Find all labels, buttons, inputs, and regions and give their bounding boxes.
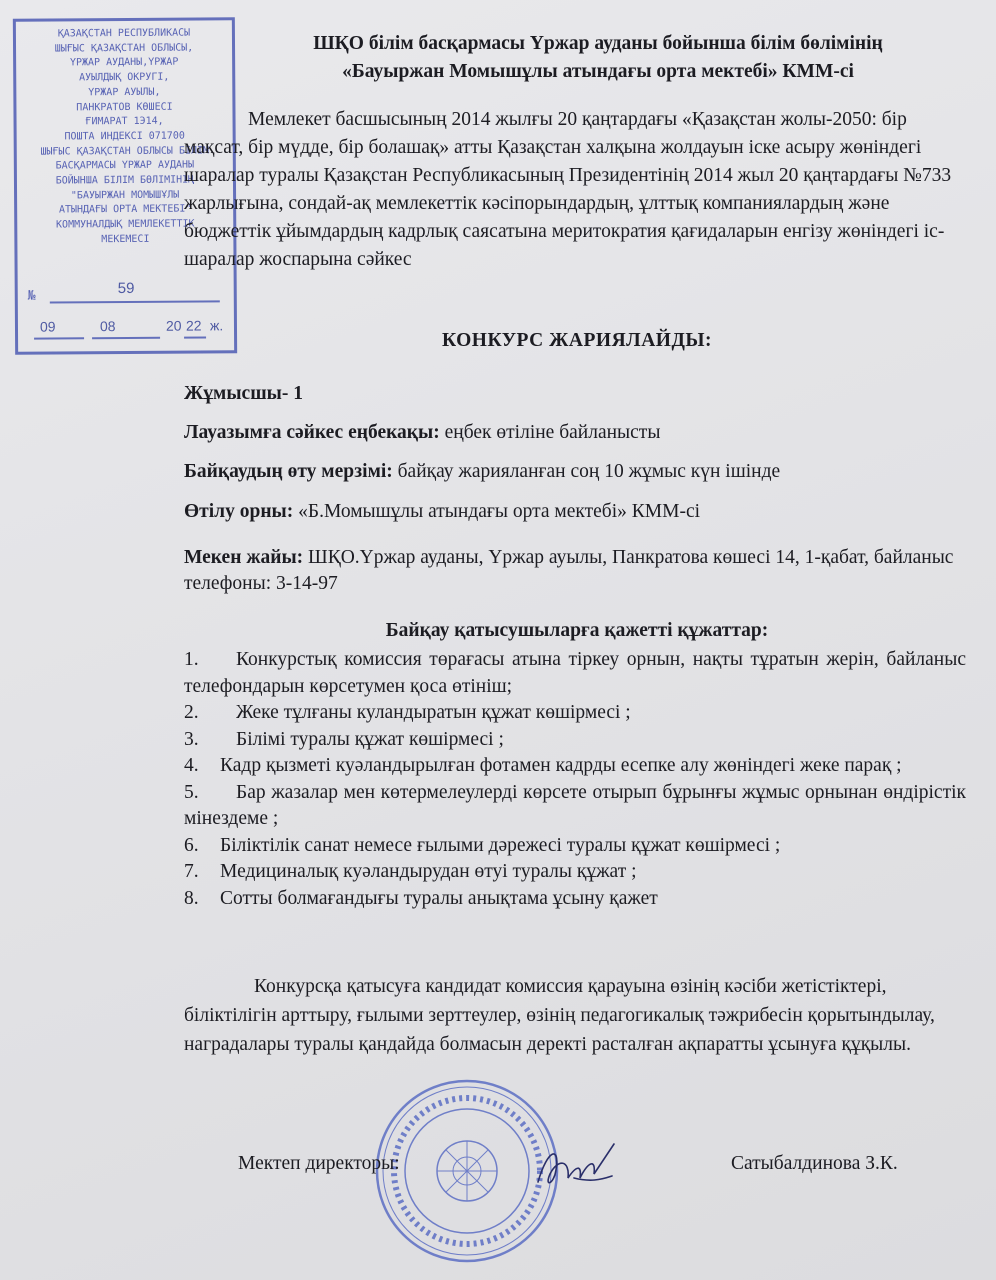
closing-paragraph xyxy=(184,972,954,1059)
item-text: Кадр қызметі куәландырылған фотамен кадрды есепке алу жөніндегі жеке парақ ; xyxy=(220,755,902,776)
address-line xyxy=(184,545,970,597)
document-title xyxy=(230,30,966,86)
stamp-line: КОММУНАЛДЫҚ МЕМЛЕКЕТТІК xyxy=(55,218,195,231)
signature-row xyxy=(238,1153,958,1175)
item-number: 8. xyxy=(184,887,199,909)
stamp-line: "БАУЫРЖАН МОМЫШҰЛЫ xyxy=(70,189,180,202)
stamp-line: ШЫҒЫС ҚАЗАҚСТАН ОБЛЫСЫ БІЛІМ xyxy=(40,145,210,158)
item-number: 7. xyxy=(184,861,199,882)
director-name: Сатыбалдинова З.К. xyxy=(731,1153,898,1174)
item-text: Сотты болмағандығы туралы анықтама ұсыну қажет xyxy=(220,887,658,909)
item-number: 3. xyxy=(184,728,199,750)
item-number: 5. xyxy=(184,781,199,803)
item-number: 2. xyxy=(184,702,199,723)
item-number: 4. xyxy=(184,755,199,776)
position-line xyxy=(184,381,970,407)
number-underline xyxy=(50,300,220,303)
item-text: Бар жазалар мен көтермелеулерді көрсете отырып бұрынғы жұмыс орнынан өндірістік мінездеме ; xyxy=(184,781,966,829)
item-text: Жеке тұлғаны куландыратын құжат көшірмесі ; xyxy=(236,702,631,723)
item-number: 1. xyxy=(184,649,199,670)
item-text: Конкурстық комиссия төрағасы атына тіркеу орнын, нақты тұратын жерін, байланыс телефондарын көрсетумен қоса өтініш; xyxy=(184,649,966,697)
address-label: Мекен жайы: xyxy=(184,547,304,568)
stamp-line: ҒИМАРАТ 1Э14, xyxy=(85,115,164,128)
number-sign: № xyxy=(27,288,36,304)
salary-line xyxy=(184,420,970,446)
item-text: Білімі туралы құжат көшірмесі ; xyxy=(236,728,504,750)
document-item xyxy=(184,727,966,754)
stamp-line: АУЫЛДЫҚ ОКРУГІ, xyxy=(79,71,170,84)
date-month-underline xyxy=(92,337,160,339)
stamp-date xyxy=(28,317,238,335)
documents-heading: Байқау қатысушыларға қажетті құжаттар: xyxy=(385,620,769,641)
item-text: Біліктілік санат немесе ғылыми дәрежесі туралы құжат көшірмесі ; xyxy=(220,834,781,856)
stamp-line: ҚАЗАҚСТАН РЕСПУБЛИКАСЫ xyxy=(57,27,191,40)
intro-paragraph xyxy=(184,106,970,274)
stamp-line: ҮРЖАР АУЫЛЫ, xyxy=(88,86,161,99)
closing-text: Конкурсқа қатысуға кандидат комиссия қарауына өзінің кәсіби жетістіктері, біліктілігін арттыру, ғылыми зерттеулер, өзінің педагогикалық тәжрибесін қорытындылау, наградалары туралы қандайда болмасын деректі расталған ақпаратты ұсынуға құқылы. xyxy=(184,976,935,1055)
date-month: 08 xyxy=(99,318,116,335)
director-title: Мектеп директоры: xyxy=(238,1153,400,1174)
stamp-line: ШЫҒЫС ҚАЗАҚСТАН ОБЛЫСЫ, xyxy=(54,42,194,55)
salary-value: еңбек өтіліне байланысты xyxy=(439,422,661,443)
title-line-2: «Бауыржан Момышұлы атындағы орта мектебі» КММ-сі xyxy=(342,61,854,82)
venue-line xyxy=(184,499,970,525)
announcement-heading: КОНКУРС ЖАРИЯЛАЙДЫ: xyxy=(441,330,713,351)
title-line-1: ШҚО білім басқармасы Үржар ауданы бойынша білім бөлімінің xyxy=(313,33,883,54)
handwritten-number: 59 xyxy=(117,279,135,298)
venue-value: «Б.Момышұлы атындағы орта мектебі» КММ-сі xyxy=(293,501,701,522)
date-suffix: ж. xyxy=(209,317,224,334)
date-year: 22 xyxy=(185,317,202,334)
deadline-label: Байқаудың өту мерзімі: xyxy=(184,461,393,482)
salary-label: Лауазымға сәйкес еңбекақы: xyxy=(184,422,440,443)
stamp-line: МЕКЕМЕСІ xyxy=(101,233,150,246)
deadline-value: байқау жарияланған соң 10 жұмыс күн ішінде xyxy=(392,461,781,482)
stamp-line: БОЙЫНША БІЛІМ БӨЛІМІНІҢ xyxy=(55,174,195,187)
stamp-line: ПАНКРАТОВ КӨШЕСІ xyxy=(76,101,173,113)
date-day-underline xyxy=(34,337,84,339)
deadline-line xyxy=(184,459,970,485)
document-item xyxy=(184,753,966,780)
item-number: 6. xyxy=(184,834,199,856)
date-century: 20 xyxy=(165,317,182,334)
intro-text: Мемлекет басшысының 2014 жылғы 20 қаңтардағы «Қазақстан жолы-2050: бір мақсат, бір мүдде, бір болашақ» атты Қазақстан халқына жолдауын іске асыру жөніндегі шаралар туралы Қазақстан Республикасының Президентінің 2014 жыл 20 қаңтардағы №733 жарлығына, сондай-ақ мемлекеттік кәсіпорындардың, ұлттық компаниялардың және бюджеттік ұйымдардың кадрлық саясатына меритократия қағидаларын енгізу жөніндегі іс-шаралар жоспарына сәйкес xyxy=(184,109,952,270)
document-item xyxy=(184,700,966,727)
document-item xyxy=(184,780,966,833)
date-day: 09 xyxy=(39,318,56,335)
stamp-registration-number xyxy=(27,279,228,304)
address-value: ШҚО.Үржар ауданы, Үржар ауылы, Панкратова көшесі 14, 1-қабат, байланыс телефоны: 3-14-97 xyxy=(184,547,954,594)
stamp-line: БАСҚАРМАСЫ ҮРЖАР АУДАНЫ xyxy=(55,159,195,172)
stamp-line: АТЫНДАҒЫ ОРТА МЕКТЕБІ" xyxy=(58,203,192,216)
venue-label: Өтілу орны: xyxy=(184,501,294,522)
documents-list xyxy=(184,647,966,912)
stamp-line: ҮРЖАР АУДАНЫ,ҮРЖАР xyxy=(69,57,179,69)
item-text: Медициналық куәландырудан өтуі туралы құжат ; xyxy=(220,861,637,882)
document-item xyxy=(184,859,966,886)
document-item xyxy=(184,886,966,913)
document-item xyxy=(184,647,966,700)
position-text: Жұмысшы- 1 xyxy=(184,383,303,404)
stamp-line: ПОШТА ИНДЕКСІ 071700 xyxy=(64,130,185,143)
document-item xyxy=(184,833,966,860)
